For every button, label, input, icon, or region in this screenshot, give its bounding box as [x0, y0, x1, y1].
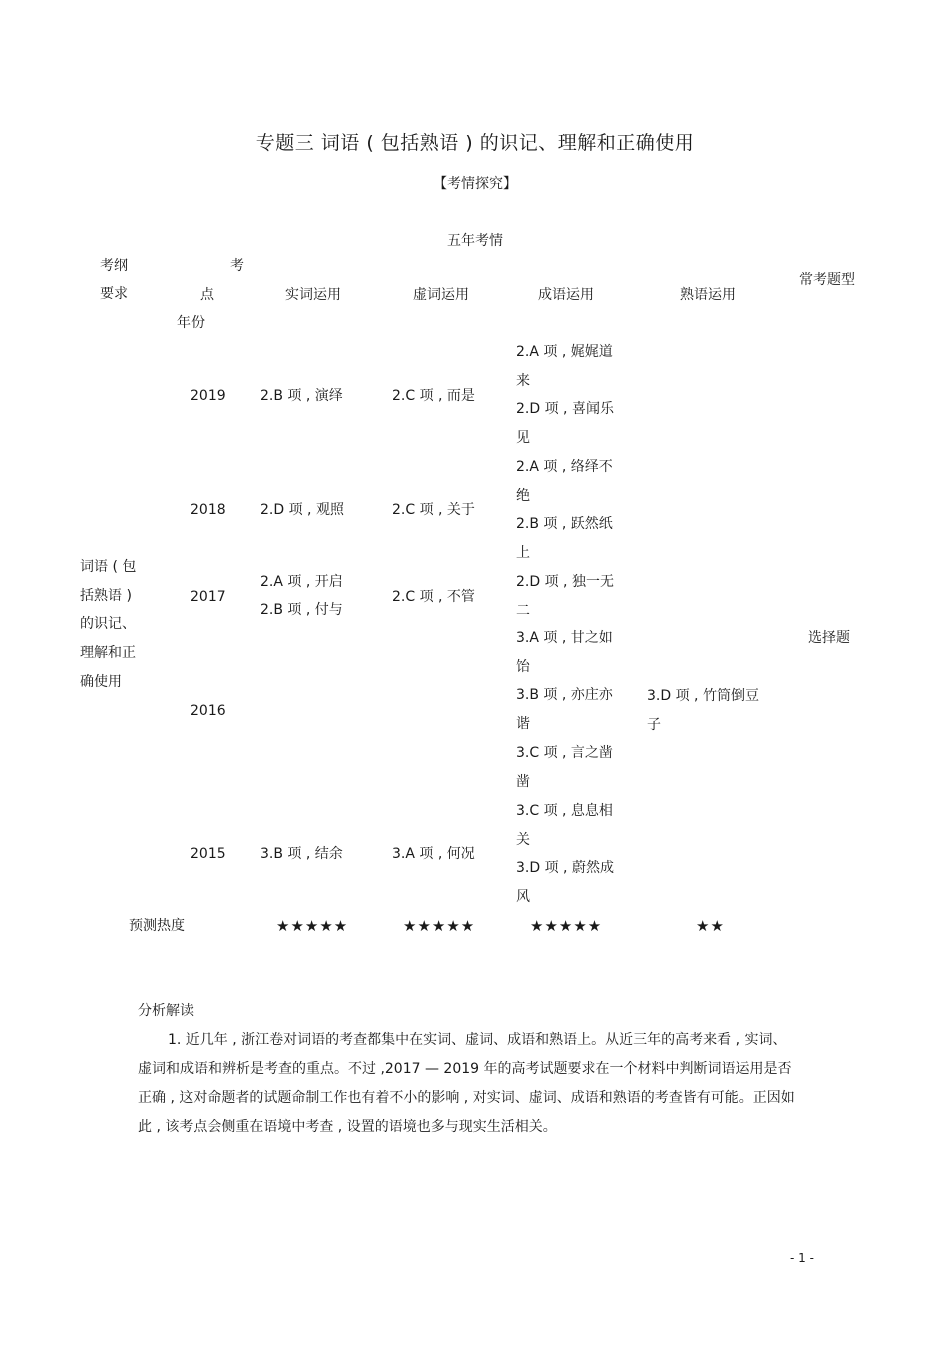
document-title: 专题三 词语 ( 包括熟语 ) 的识记、理解和正确使用 — [255, 132, 695, 154]
chengyu-line: 谐 — [516, 716, 530, 733]
shici-cell: 2.D 项 , 观照 — [260, 502, 344, 518]
chengyu-cell — [516, 624, 613, 796]
header-shuyu: 熟语运用 — [680, 287, 736, 303]
shici-cell: 2.B 项 , 演绎 — [260, 388, 343, 404]
forecast-shuyu-stars: ★★ — [696, 917, 725, 935]
requirement-line: 括熟语 ) — [80, 587, 132, 604]
shici-cell — [260, 568, 343, 624]
shuyu-line: 子 — [647, 716, 661, 733]
forecast-chengyu-stars: ★★★★★ — [530, 917, 603, 935]
header-shici: 实词运用 — [285, 287, 341, 303]
xuci-cell: 3.A 项 , 何况 — [392, 846, 475, 862]
shici-cell: 3.B 项 , 结余 — [260, 846, 343, 862]
analysis-paragraph: 1. 近几年 , 浙江卷对词语的考查都集中在实词、虚词、成语和熟语上。从近三年的高考来看 , 实词、虚词和成语和辨析是考查的重点。不过 ,2017 — 2019 年的高考试题要求在一个材料中判断词语运用是否正确 , 这对命题者的试题命制工作也有着不小的影响 , 对实词、虚词、成语和熟语的考查皆有可能。正因如此 , 该考点会侧重在语境中考查 , 设置的语境也多与现实生活相关。 — [138, 1032, 795, 1135]
requirement-line: 确使用 — [80, 673, 122, 690]
requirement-cell — [80, 553, 136, 697]
chengyu-line: 3.A 项 , 甘之如 — [516, 630, 613, 646]
shuyu-cell — [647, 682, 759, 739]
year-cell: 2015 — [190, 846, 226, 862]
year-cell: 2016 — [190, 703, 226, 719]
forecast-xuci-stars: ★★★★★ — [403, 917, 476, 935]
chengyu-line: 2.A 项 , 络绎不 — [516, 459, 613, 475]
chengyu-line: 来 — [516, 372, 530, 389]
year-cell: 2019 — [190, 388, 226, 404]
requirement-line: 理解和正 — [80, 645, 136, 662]
shici-line: 2.A 项 , 开启 — [260, 574, 343, 590]
chengyu-line: 上 — [516, 545, 530, 562]
question-type-cell: 选择题 — [808, 630, 850, 646]
chengyu-line: 二 — [516, 602, 530, 619]
chengyu-line: 风 — [516, 889, 530, 906]
shici-line: 2.B 项 , 付与 — [260, 602, 343, 618]
requirement-line: 词语 ( 包 — [80, 559, 137, 575]
chengyu-line: 绝 — [516, 487, 530, 504]
chengyu-line: 3.C 项 , 息息相 — [516, 803, 613, 819]
year-cell: 2018 — [190, 502, 226, 518]
chengyu-line: 2.D 项 , 独一无 — [516, 574, 614, 590]
chengyu-line: 2.A 项 , 娓娓道 — [516, 344, 613, 360]
chengyu-line: 关 — [516, 831, 530, 848]
chengyu-line: 2.D 项 , 喜闻乐 — [516, 401, 614, 418]
chengyu-cell — [516, 568, 614, 625]
chengyu-cell — [516, 338, 614, 453]
chengyu-cell — [516, 797, 614, 912]
header-kaodian-1: 考 — [230, 258, 244, 274]
header-kaodian-2: 点 — [200, 287, 214, 303]
header-year: 年份 — [177, 315, 205, 331]
header-kaogang-2: 要求 — [100, 286, 128, 302]
year-cell: 2017 — [190, 589, 226, 605]
xuci-cell: 2.C 项 , 而是 — [392, 388, 475, 404]
header-chengyu: 成语运用 — [538, 287, 594, 303]
chengyu-line: 见 — [516, 430, 530, 447]
section-subtitle: 【考情探究】 — [433, 176, 517, 192]
requirement-line: 的识记、 — [80, 616, 136, 633]
forecast-shici-stars: ★★★★★ — [276, 917, 349, 935]
analysis-heading: 分析解读 — [138, 1003, 194, 1019]
chengyu-line: 2.B 项 , 跃然纸 — [516, 516, 613, 533]
chengyu-line: 饴 — [516, 658, 530, 675]
forecast-label: 预测热度 — [129, 918, 185, 934]
header-question-type: 常考题型 — [799, 272, 855, 288]
chengyu-line: 3.D 项 , 蔚然成 — [516, 860, 614, 877]
page-number: - 1 - — [790, 1251, 814, 1265]
header-kaogang-1: 考纲 — [100, 258, 128, 274]
header-xuci: 虚词运用 — [413, 287, 469, 303]
chengyu-line: 3.C 项 , 言之凿 — [516, 744, 613, 761]
xuci-cell: 2.C 项 , 关于 — [392, 502, 475, 518]
chengyu-line: 凿 — [516, 773, 530, 790]
shuyu-line: 3.D 项 , 竹筒倒豆 — [647, 688, 759, 704]
chengyu-line: 3.B 项 , 亦庄亦 — [516, 687, 613, 704]
chengyu-cell — [516, 453, 613, 568]
xuci-cell: 2.C 项 , 不管 — [392, 589, 475, 605]
table-caption: 五年考情 — [447, 233, 503, 249]
